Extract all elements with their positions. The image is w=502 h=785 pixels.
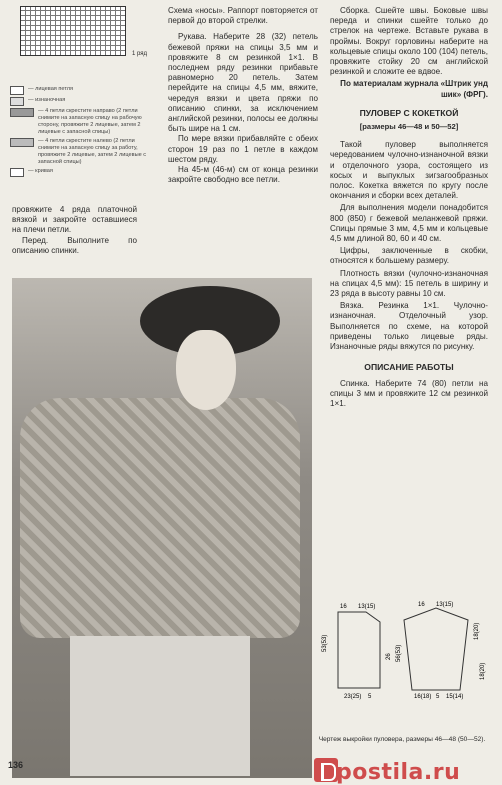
chart-legend bbox=[10, 86, 150, 179]
paragraph: Для выполнения модели понадобится 800 (850) г бежевой меланжевой пряжи. Спицы прямые 3 мм, 4,5 мм и кольцевые 4,5 мм длиной 80, 60 и 40 см. bbox=[330, 203, 488, 244]
legend-item: — лицевая петля bbox=[10, 86, 150, 95]
paragraph: Сборка. Сшейте швы. Боковые швы переда и спинки сшейте только до стрелок на чертеже. Вставьте рукава в проймы. Вокруг горловины наберите на кольцевые спицы около 100 (104) петель, провяжите стойку 20 см английской резинкой и сложите ее вдвое. bbox=[330, 6, 488, 77]
paragraph: Спинка. Наберите 74 (80) петли на спицы 3 мм и провяжите 12 см резинкой 1×1. bbox=[330, 378, 488, 408]
source-note: По материалам журнала «Штрик унд шик» (ФРГ). bbox=[340, 79, 488, 99]
diagram-label: 18(20) bbox=[474, 622, 480, 640]
pattern-diagram bbox=[318, 600, 488, 710]
sweater-shape bbox=[20, 398, 300, 638]
legend-item: — изнаночная bbox=[10, 97, 150, 106]
paragraph: Плотность вязки (чулочно-изнаночная на спицах 4,5 мм): 15 петель в ширину и 23 ряда в высоту равны 10 см. bbox=[330, 268, 488, 299]
knit-symbol-icon bbox=[10, 86, 24, 95]
paragraph: Цифры, заключенные в скобки, относятся к большему размеру. bbox=[330, 246, 488, 266]
paragraph: провяжите 4 ряда платочной вязкой и закройте оставшиеся на плечи петли. bbox=[12, 205, 137, 235]
paragraph: Перед. Выполните по описанию спинки. bbox=[12, 235, 137, 255]
legend-item: — 4 петли скрестите налево (2 петли снимите на запасную спицу за работу, провяжите 2 лицевые, затем 2 лицевые с запасной спицы) bbox=[10, 138, 150, 166]
paragraph: На 45-м (46-м) см от конца резинки закройте свободно все петли. bbox=[168, 165, 318, 185]
cross-left-symbol-icon bbox=[10, 138, 34, 147]
diagram-label: 5 bbox=[368, 694, 372, 700]
paragraph: По мере вязки прибавляйте с обеих сторон 19 раз по 1 петле в каждом шестом ряду. bbox=[168, 134, 318, 164]
diagram-label: 56(53) bbox=[396, 644, 402, 662]
legend-item: — 4 петли скрестите направо (2 петли снимите на запасную спицу на рабочую сторону, провяжите 2 лицевые, затем 2 лицевые с запасной спицы) bbox=[10, 108, 150, 136]
section-title: ПУЛОВЕР С КОКЕТКОЙ bbox=[359, 107, 459, 118]
diagram-label: 16 bbox=[340, 604, 347, 610]
face-shape bbox=[176, 330, 236, 410]
legend-item: — кривая bbox=[10, 168, 150, 177]
purl-symbol-icon bbox=[10, 97, 24, 106]
paragraph: Вязка. Резинка 1×1. Чулочно-изнаночная. Отделочный узор. Выполняется по схеме, на которой приведены только лицевые ряды. Изнаночные ряды вяжутся по рисунку. bbox=[330, 301, 488, 352]
diagram-caption: Чертеж выкройки пуловера, размеры 46—48 (50—52). bbox=[318, 736, 486, 743]
knitting-chart bbox=[20, 6, 126, 56]
paragraph: Схема «носы». Раппорт повторяется от первой до второй стрелки. bbox=[168, 6, 318, 26]
diagram-label: 15(14) bbox=[446, 694, 464, 700]
diagram-label: 23(25) bbox=[344, 694, 362, 700]
postila-logo-icon bbox=[314, 758, 338, 782]
page-number: 136 bbox=[8, 760, 24, 770]
left-column-text bbox=[12, 205, 137, 256]
jeans-shape bbox=[70, 636, 250, 776]
diagram-label: 53(53) bbox=[322, 634, 328, 652]
diagram-label: 13(15) bbox=[358, 604, 376, 610]
right-column-text bbox=[330, 6, 488, 409]
curve-symbol-icon bbox=[10, 168, 24, 177]
section-title: ОПИСАНИЕ РАБОТЫ bbox=[364, 362, 454, 373]
chart-row-label: 1 ряд bbox=[132, 51, 148, 57]
watermark-text: postila.ru bbox=[336, 760, 461, 785]
paragraph: Такой пуловер выполняется чередованием чулочно-изнаночной вязки и отделочного узора, состоящего из косых и выпуклых зигзагообразных полос. Кокетка вяжется по кругу после окончания и сборки всех деталей. bbox=[330, 140, 488, 201]
diagram-label: 13(15) bbox=[436, 602, 454, 608]
diagram-label: 26 bbox=[386, 653, 392, 660]
cross-right-symbol-icon bbox=[10, 108, 34, 117]
diagram-label: 5 bbox=[436, 694, 440, 700]
middle-column-text bbox=[168, 6, 318, 185]
diagram-label: 16 bbox=[418, 602, 425, 608]
diagram-label: 18(20) bbox=[480, 662, 486, 680]
sizes-subtitle: [размеры 46—48 и 50—52] bbox=[359, 122, 459, 132]
diagram-label: 16(18) bbox=[414, 694, 432, 700]
paragraph: Рукава. Наберите 28 (32) петель бежевой пряжи на спицы 3,5 мм и провяжите 8 см резинкой 1×1. В последнем ряду резинки прибавьте равномерно 20 петель. Затем перейдите на спицы 4,5 мм, вяжите, чередуя вязки и цвета пряжи по описанию спинки, за исключением английской резинки, полосы ее должны быть шире на 1 см. bbox=[168, 32, 318, 134]
